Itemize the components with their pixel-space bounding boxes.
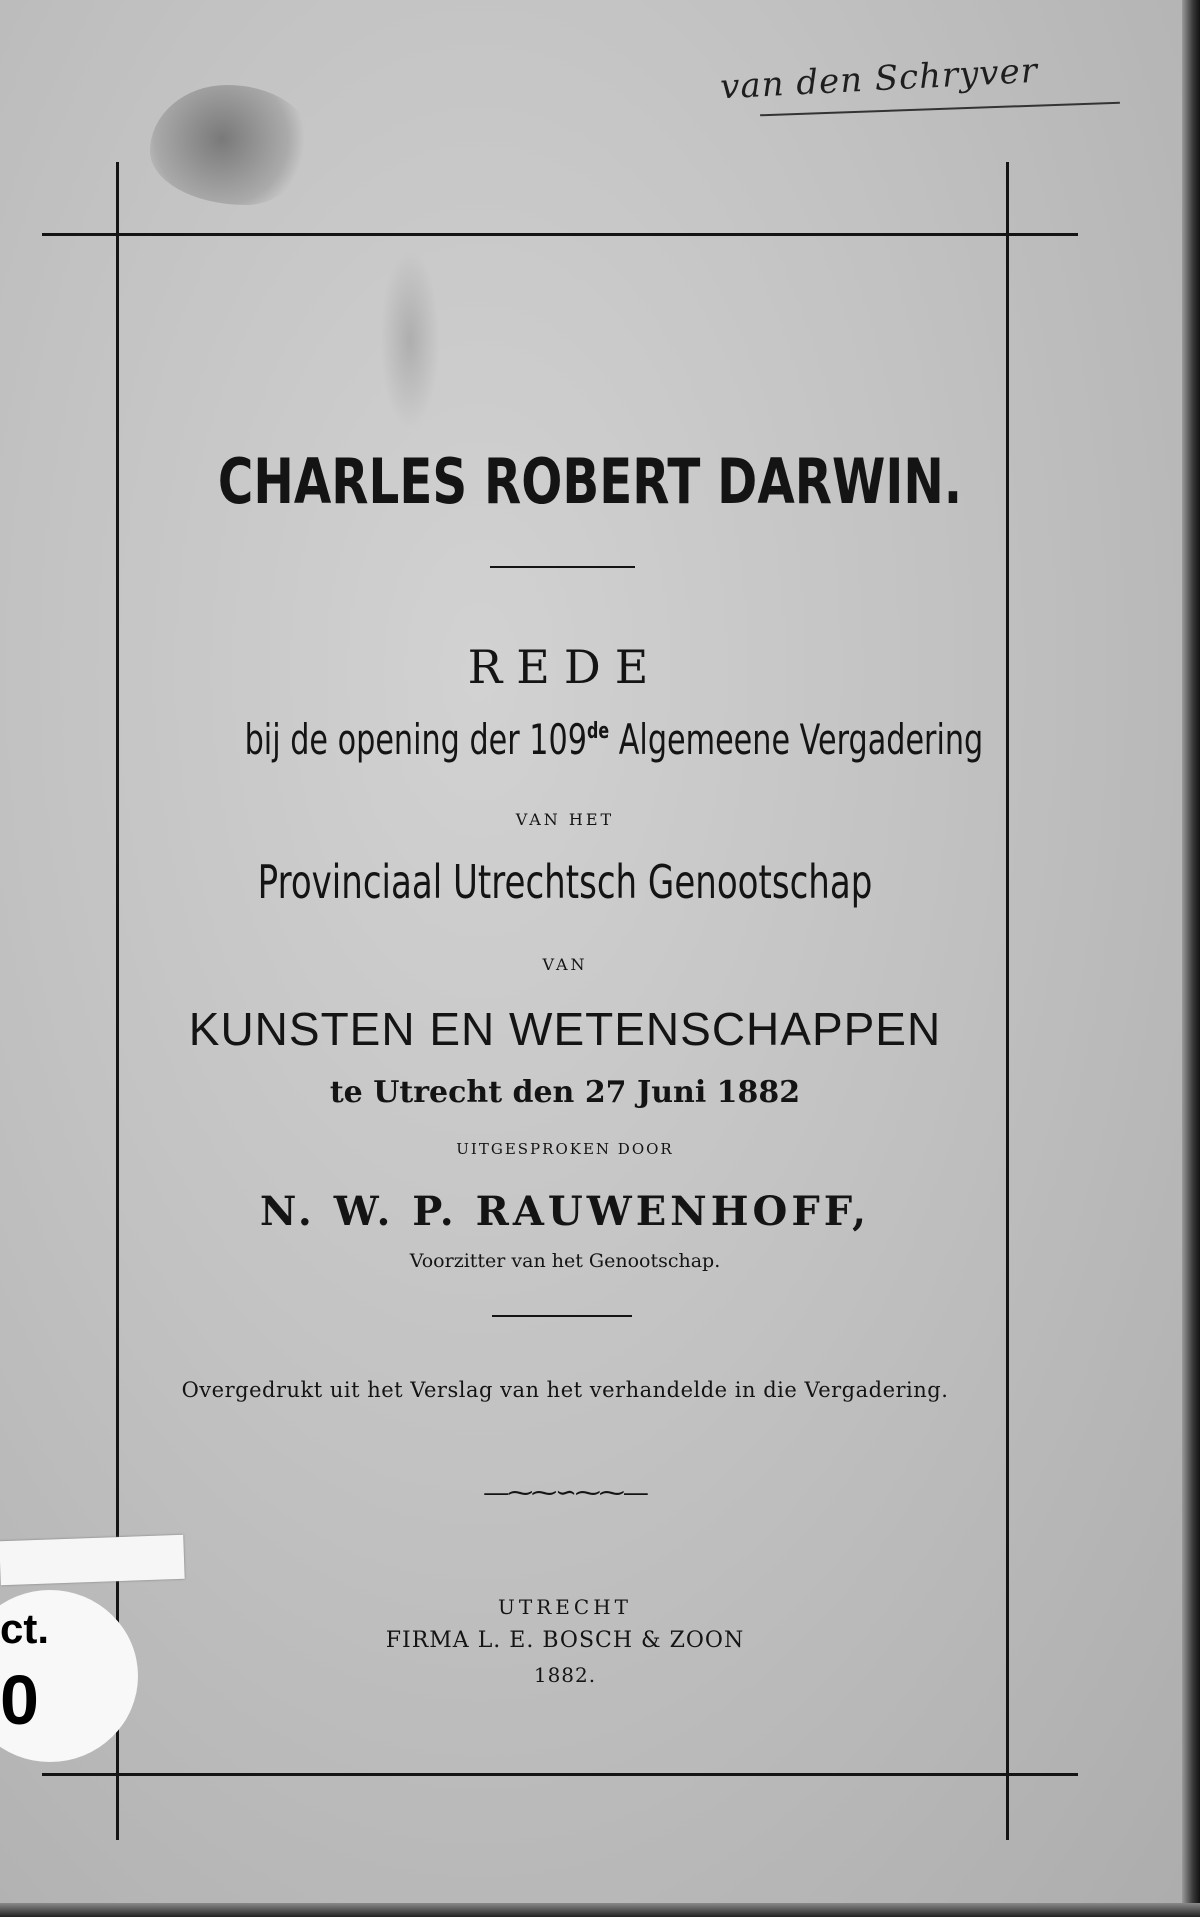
subtitle-rede: REDE [467, 640, 663, 694]
handwritten-inscription: van den Schryver [719, 50, 1039, 108]
van-het-line: VAN HET [515, 810, 615, 829]
ornament-rule: —⁓⁓∽⁓⁓— [483, 1478, 647, 1508]
border-bottom [42, 1773, 1078, 1776]
inscription-underline [760, 102, 1120, 117]
author-divider [492, 1315, 632, 1317]
title-divider [490, 566, 635, 568]
opening-suffix: Algemeene Vergadering [609, 715, 984, 764]
society-name: Provinciaal Utrechtsch Genootschap [257, 855, 873, 909]
author-name: N. W. P. RAUWENHOFF, [259, 1188, 871, 1235]
spoken-by-line: UITGESPROKEN DOOR [456, 1140, 674, 1158]
imprint-city: UTRECHT [498, 1595, 632, 1619]
imprint-year: 1882. [533, 1663, 597, 1687]
van-line: VAN [542, 955, 588, 974]
shelf-label-line1: ct. [0, 1605, 50, 1652]
page-edge-right [1182, 0, 1200, 1917]
author-role: Voorzitter van het Genootschap. [409, 1250, 721, 1272]
ordinal-suffix: de [587, 719, 610, 744]
opening-line [244, 715, 984, 764]
ink-blot [150, 85, 310, 205]
imprint-publisher: FIRMA L. E. BOSCH & ZOON [385, 1628, 745, 1653]
shelf-label-strip [0, 1535, 185, 1585]
border-right [1006, 162, 1009, 1840]
paper-stain [380, 250, 440, 430]
reprint-note: Overgedrukt uit het Verslag van het verhandelde in die Vergadering. [181, 1378, 949, 1402]
shelf-label-line2: 0 [0, 1661, 39, 1739]
place-and-date: te Utrecht den 27 Juni 1882 [329, 1075, 801, 1110]
border-top [42, 233, 1078, 236]
page-edge-bottom [0, 1903, 1200, 1917]
society-subtitle: KUNSTEN EN WETENSCHAPPEN [188, 1003, 942, 1055]
border-left [116, 162, 119, 1840]
opening-prefix: bij de opening der 109 [244, 715, 588, 764]
book-title: CHARLES ROBERT DARWIN. [217, 445, 963, 518]
